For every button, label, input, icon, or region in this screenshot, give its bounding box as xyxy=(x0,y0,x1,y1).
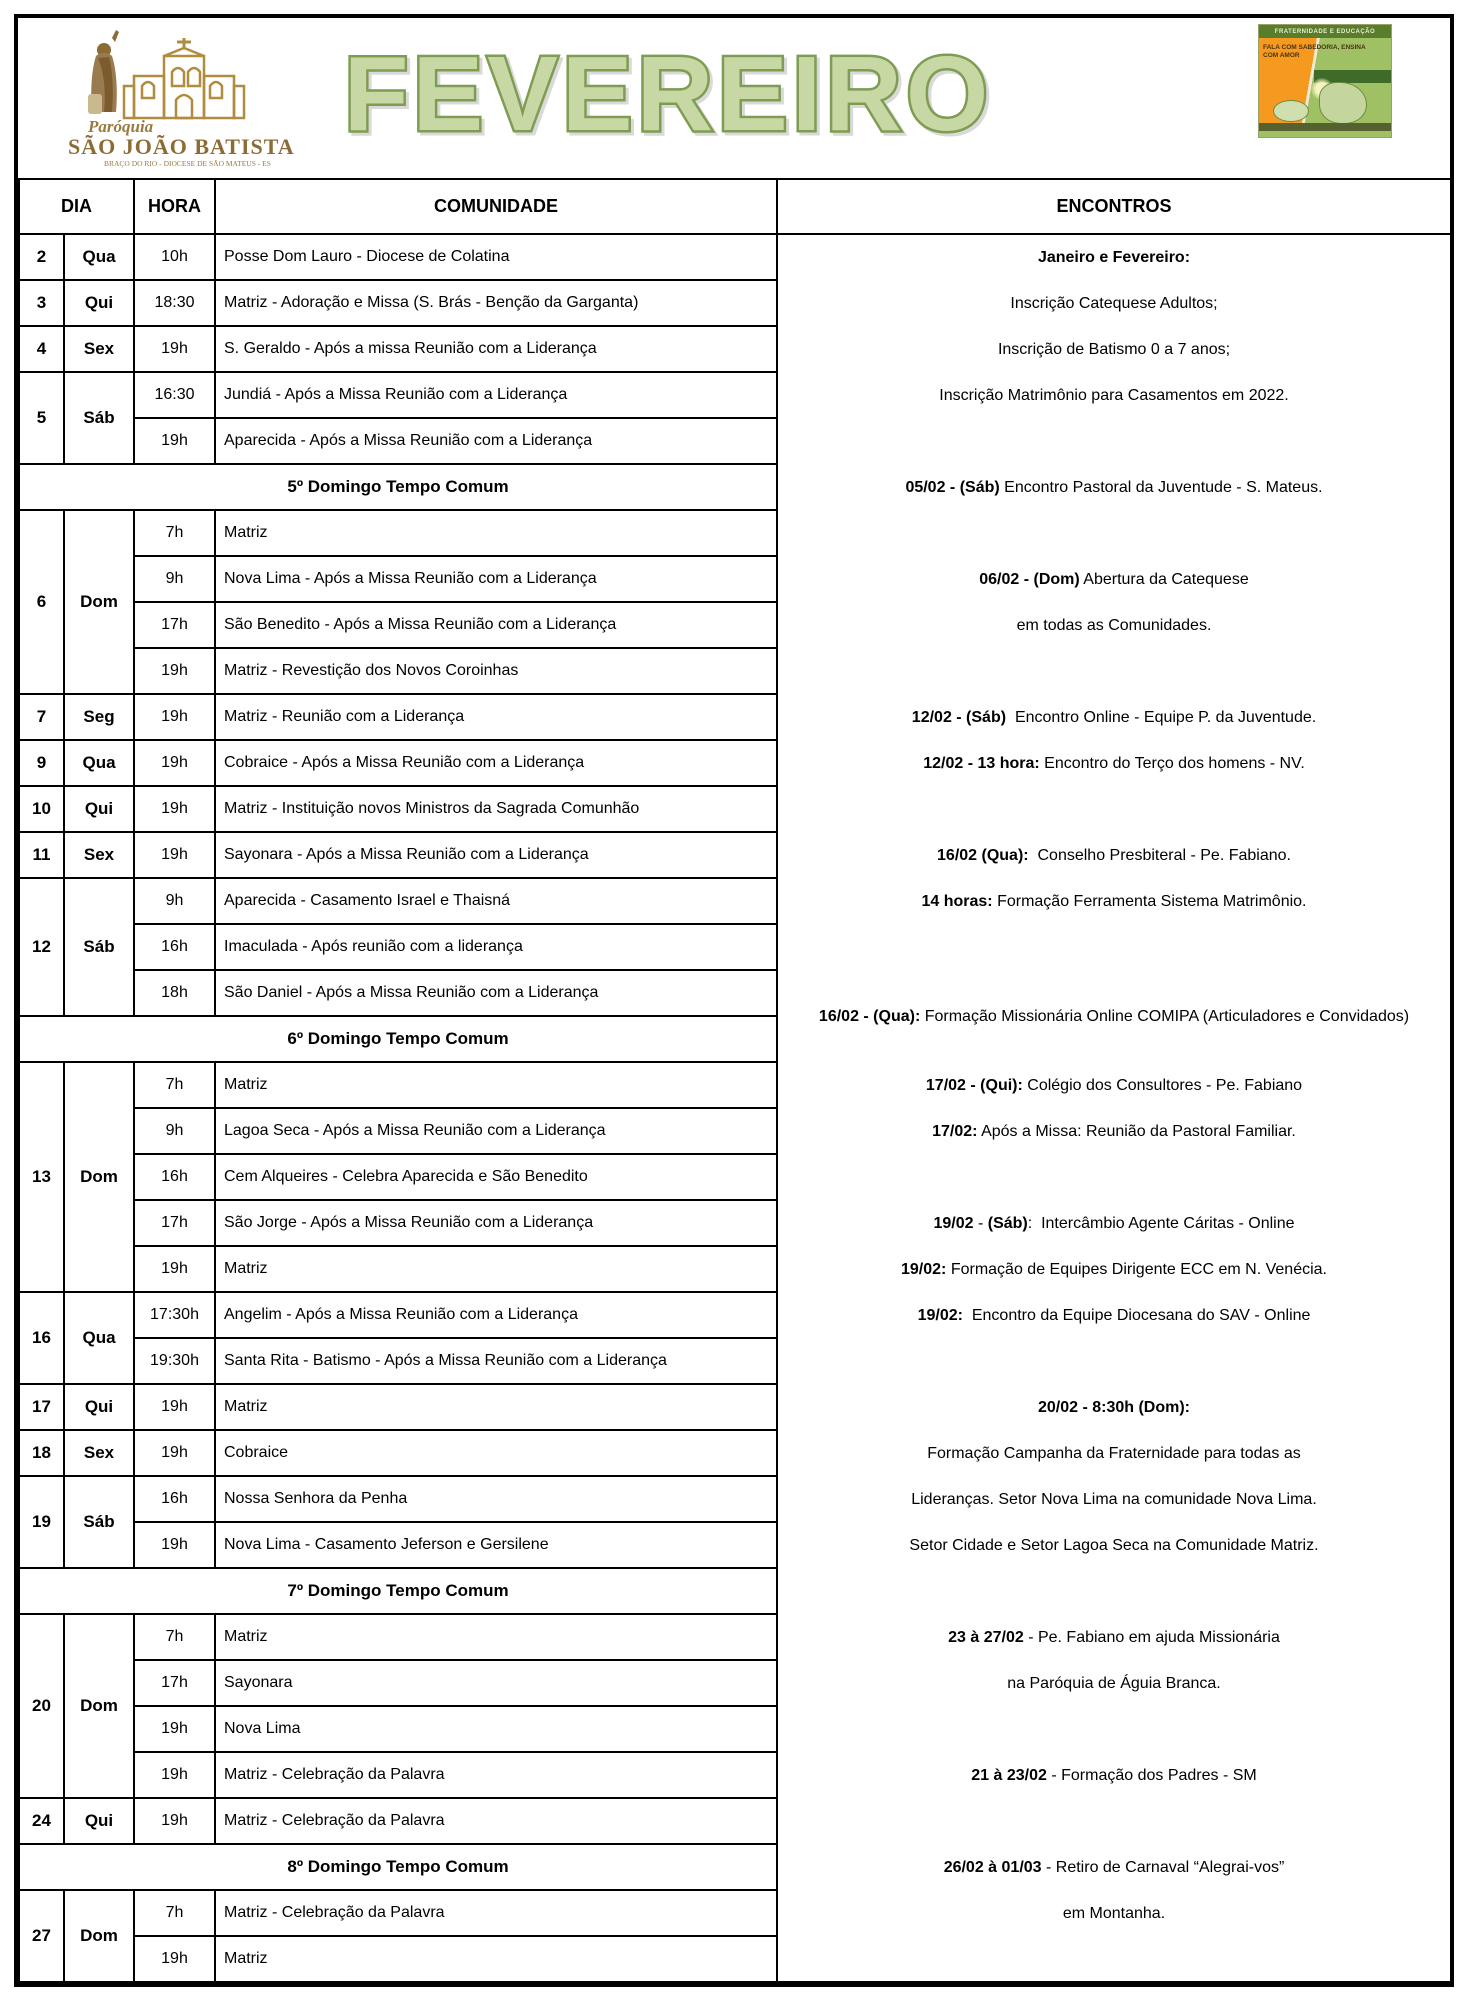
encontros-item xyxy=(778,1661,1450,1707)
hora-cell: 9h xyxy=(134,556,215,602)
encontros-item xyxy=(778,557,1450,603)
col-header-hora: HORA xyxy=(134,179,215,234)
hora-cell: 19h xyxy=(134,832,215,878)
encontros-item xyxy=(778,327,1450,373)
day-number: 17 xyxy=(19,1384,64,1430)
hora-cell: 16h xyxy=(134,1154,215,1200)
encontros-item xyxy=(778,235,1450,281)
parish-subtitle-text: BRAÇO DO RIO - DIOCESE DE SÃO MATEUS - ES xyxy=(104,159,271,168)
comunidade-cell: São Daniel - Após a Missa Reunião com a Liderança xyxy=(215,970,777,1016)
comunidade-cell: Cobraice - Após a Missa Reunião com a Liderança xyxy=(215,740,777,786)
encontros-item-date: 26/02 à 01/03 xyxy=(943,1859,1042,1877)
comunidade-cell: Lagoa Seca - Após a Missa Reunião com a Liderança xyxy=(215,1108,777,1154)
hora-cell: 17:30h xyxy=(134,1292,215,1338)
hora-cell: 19h xyxy=(134,326,215,372)
day-of-week: Qui xyxy=(64,1384,134,1430)
encontros-item-date: 20/02 - 8:30h (Dom): xyxy=(1037,1399,1191,1417)
comunidade-cell: Matriz xyxy=(215,510,777,556)
comunidade-cell: São Benedito - Após a Missa Reunião com a Liderança xyxy=(215,602,777,648)
hora-cell: 9h xyxy=(134,1108,215,1154)
hora-cell: 17h xyxy=(134,1200,215,1246)
day-of-week: Sáb xyxy=(64,878,134,1016)
hora-cell: 19:30h xyxy=(134,1338,215,1384)
encontros-item xyxy=(778,1477,1450,1523)
section-title: 6º Domingo Tempo Comum xyxy=(19,1016,777,1062)
hora-cell: 19h xyxy=(134,1798,215,1844)
encontros-item xyxy=(778,1063,1450,1109)
comunidade-cell: Sayonara - Após a Missa Reunião com a Liderança xyxy=(215,832,777,878)
encontros-item xyxy=(778,879,1450,925)
encontros-item-text: Encontro do Terço dos homens - NV. xyxy=(1039,755,1305,773)
day-of-week: Qui xyxy=(64,280,134,326)
encontros-item-text: Lideranças. Setor Nova Lima na comunidade Nova Lima. xyxy=(911,1491,1317,1509)
encontros-item-text: Encontro Pastoral da Juventude - S. Mateus. xyxy=(999,479,1323,497)
day-of-week: Dom xyxy=(64,1614,134,1798)
comunidade-cell: Matriz - Reunião com a Liderança xyxy=(215,694,777,740)
hora-cell: 19h xyxy=(134,1706,215,1752)
encontros-item xyxy=(778,833,1450,879)
hora-cell: 19h xyxy=(134,740,215,786)
hora-cell: 19h xyxy=(134,1522,215,1568)
hora-cell: 9h xyxy=(134,878,215,924)
calendar-table xyxy=(18,178,1452,1983)
encontros-item-text: Formação Missionária Online COMIPA (Articuladores e Convidados) xyxy=(920,1008,1410,1026)
poster-band-text: FRATERNIDADE E EDUCAÇÃO xyxy=(1259,25,1391,38)
encontros-item-text: Encontro da Equipe Diocesana do SAV - Online xyxy=(962,1307,1311,1325)
comunidade-cell: Matriz xyxy=(215,1062,777,1108)
header-row xyxy=(19,179,1451,234)
hora-cell: 19h xyxy=(134,786,215,832)
hora-cell: 19h xyxy=(134,1430,215,1476)
poster-figure-teacher xyxy=(1319,82,1367,124)
encontros-item-date: 17/02: xyxy=(932,1123,978,1141)
comunidade-cell: Aparecida - Após a Missa Reunião com a Liderança xyxy=(215,418,777,464)
encontros-item xyxy=(778,465,1450,511)
day-of-week: Dom xyxy=(64,1890,134,1982)
comunidade-cell: Cobraice xyxy=(215,1430,777,1476)
day-number: 9 xyxy=(19,740,64,786)
encontros-item-date: 06/02 - (Dom) xyxy=(979,571,1080,589)
comunidade-cell: Nova Lima - Casamento Jeferson e Gersilene xyxy=(215,1522,777,1568)
day-number: 20 xyxy=(19,1614,64,1798)
encontros-item-text: - Pe. Fabiano em ajuda Missionária xyxy=(1023,1629,1280,1647)
hora-cell: 16:30 xyxy=(134,372,215,418)
hora-cell: 19h xyxy=(134,648,215,694)
day-number: 27 xyxy=(19,1890,64,1982)
day-number: 16 xyxy=(19,1292,64,1384)
day-number: 24 xyxy=(19,1798,64,1844)
hora-cell: 16h xyxy=(134,1476,215,1522)
day-of-week: Sáb xyxy=(64,1476,134,1568)
day-of-week: Dom xyxy=(64,1062,134,1292)
comunidade-cell: Matriz xyxy=(215,1614,777,1660)
day-of-week: Sáb xyxy=(64,372,134,464)
encontros-item-text: Formação Ferramenta Sistema Matrimônio. xyxy=(992,893,1307,911)
comunidade-cell: Matriz - Instituição novos Ministros da Sagrada Comunhão xyxy=(215,786,777,832)
col-header-comunidade: COMUNIDADE xyxy=(215,179,777,234)
event-row xyxy=(19,234,1451,280)
col-header-encontros: ENCONTROS xyxy=(777,179,1451,234)
comunidade-cell: Angelim - Após a Missa Reunião com a Liderança xyxy=(215,1292,777,1338)
encontros-item-text: Conselho Presbiteral - Pe. Fabiano. xyxy=(1028,847,1291,865)
hora-cell: 16h xyxy=(134,924,215,970)
comunidade-cell: Nova Lima - Após a Missa Reunião com a Liderança xyxy=(215,556,777,602)
encontros-list xyxy=(778,235,1450,1937)
hora-cell: 18h xyxy=(134,970,215,1016)
day-number: 19 xyxy=(19,1476,64,1568)
comunidade-cell: Matriz xyxy=(215,1384,777,1430)
encontros-item-text: na Paróquia de Águia Branca. xyxy=(1007,1675,1221,1693)
col-header-dia: DIA xyxy=(19,179,134,234)
comunidade-cell: Aparecida - Casamento Israel e Thaisná xyxy=(215,878,777,924)
comunidade-cell: Matriz - Adoração e Missa (S. Brás - Benção da Garganta) xyxy=(215,280,777,326)
hora-cell: 18:30 xyxy=(134,280,215,326)
encontros-item-text: Setor Cidade e Setor Lagoa Seca na Comunidade Matriz. xyxy=(909,1537,1319,1555)
comunidade-cell: Cem Alqueires - Celebra Aparecida e São Benedito xyxy=(215,1154,777,1200)
encontros-item-date: 12/02 - (Sáb) xyxy=(911,709,1007,727)
day-number: 5 xyxy=(19,372,64,464)
day-number: 13 xyxy=(19,1062,64,1292)
encontros-item xyxy=(778,1845,1450,1891)
comunidade-cell: Matriz xyxy=(215,1246,777,1292)
comunidade-cell: Nova Lima xyxy=(215,1706,777,1752)
day-number: 2 xyxy=(19,234,64,280)
encontros-item-text: em todas as Comunidades. xyxy=(1016,617,1212,635)
parish-label-text: Paróquia xyxy=(88,117,154,136)
encontros-item-date: Janeiro e Fevereiro: xyxy=(1037,249,1191,267)
month-title xyxy=(288,26,1048,171)
hora-cell: 17h xyxy=(134,602,215,648)
poster-figure-kneeling xyxy=(1273,100,1309,122)
encontros-item-date: 14 horas: xyxy=(921,893,993,911)
encontros-item-date: 05/02 - (Sáb) xyxy=(905,479,1000,497)
comunidade-cell: Matriz - Revestição dos Novos Coroinhas xyxy=(215,648,777,694)
page-frame xyxy=(14,14,1454,1987)
encontros-item-text: Inscrição de Batismo 0 a 7 anos; xyxy=(997,341,1231,359)
poster-footer-band xyxy=(1259,123,1391,131)
encontros-item xyxy=(778,1431,1450,1477)
hora-cell: 19h xyxy=(134,1936,215,1982)
hora-cell: 19h xyxy=(134,1246,215,1292)
encontros-item-date: 16/02 - (Qua): xyxy=(818,1008,921,1026)
encontros-item-date: 21 à 23/02 xyxy=(971,1767,1047,1785)
encontros-item-text: - Formação dos Padres - SM xyxy=(1046,1767,1257,1785)
day-number: 12 xyxy=(19,878,64,1016)
parish-name-text: SÃO JOÃO BATISTA xyxy=(68,134,295,159)
encontros-item-text: Abertura da Catequese xyxy=(1079,571,1249,589)
encontros-item-date: 19/02: xyxy=(901,1261,947,1279)
day-of-week: Sex xyxy=(64,326,134,372)
day-number: 18 xyxy=(19,1430,64,1476)
day-of-week: Sex xyxy=(64,832,134,878)
encontros-item-text: Após a Missa: Reunião da Pastoral Familiar. xyxy=(977,1123,1296,1141)
encontros-item-text: Colégio dos Consultores - Pe. Fabiano xyxy=(1022,1077,1303,1095)
day-of-week: Qui xyxy=(64,786,134,832)
encontros-cell xyxy=(777,234,1451,1982)
encontros-item xyxy=(778,281,1450,327)
statue-icon xyxy=(88,30,119,114)
encontros-item-date: 12/02 - 13 hora: xyxy=(923,755,1040,773)
encontros-item xyxy=(778,603,1450,649)
section-title: 7º Domingo Tempo Comum xyxy=(19,1568,777,1614)
encontros-item xyxy=(778,1891,1450,1937)
church-icon xyxy=(124,38,244,118)
day-of-week: Qua xyxy=(64,740,134,786)
campaign-poster xyxy=(1258,24,1392,138)
hora-cell: 17h xyxy=(134,1660,215,1706)
comunidade-cell: Santa Rita - Batismo - Após a Missa Reunião com a Liderança xyxy=(215,1338,777,1384)
encontros-item xyxy=(778,373,1450,419)
encontros-item xyxy=(778,1753,1450,1799)
encontros-item xyxy=(778,1523,1450,1569)
encontros-item-text: Formação Campanha da Fraternidade para todas as xyxy=(927,1445,1301,1463)
encontros-item-date: 16/02 (Qua): xyxy=(937,847,1029,865)
encontros-item-date: 17/02 - (Qui): xyxy=(925,1077,1023,1095)
comunidade-cell: Matriz xyxy=(215,1936,777,1982)
encontros-item-text: Inscrição Catequese Adultos; xyxy=(1010,295,1218,313)
encontros-item xyxy=(778,695,1450,741)
section-title: 5º Domingo Tempo Comum xyxy=(19,464,777,510)
page-header xyxy=(18,18,1450,178)
hora-cell: 7h xyxy=(134,1890,215,1936)
poster-body xyxy=(1259,38,1391,131)
comunidade-cell: São Jorge - Após a Missa Reunião com a Liderança xyxy=(215,1200,777,1246)
encontros-item-text: em Montanha. xyxy=(1062,1905,1166,1923)
comunidade-cell: Matriz - Celebração da Palavra xyxy=(215,1890,777,1936)
encontros-item-date: (Sáb) xyxy=(987,1215,1028,1233)
encontros-item xyxy=(778,971,1450,1063)
poster-caption: FALA COM SABEDORIA, ENSINA COM AMOR xyxy=(1263,44,1366,60)
encontros-item xyxy=(778,1615,1450,1661)
month-title-text: FEVEREIRO xyxy=(343,35,993,153)
encontros-item-date: 19/02 xyxy=(933,1215,974,1233)
parish-logo-art xyxy=(46,28,296,173)
encontros-item xyxy=(778,1385,1450,1431)
hora-cell: 19h xyxy=(134,694,215,740)
comunidade-cell: Posse Dom Lauro - Diocese de Colatina xyxy=(215,234,777,280)
encontros-item xyxy=(778,1247,1450,1293)
day-number: 3 xyxy=(19,280,64,326)
day-of-week: Sex xyxy=(64,1430,134,1476)
encontros-item-text: Formação de Equipes Dirigente ECC em N. Venécia. xyxy=(946,1261,1327,1279)
day-number: 11 xyxy=(19,832,64,878)
encontros-item-date: 19/02: xyxy=(917,1307,963,1325)
hora-cell: 7h xyxy=(134,1062,215,1108)
day-number: 4 xyxy=(19,326,64,372)
day-number: 6 xyxy=(19,510,64,694)
encontros-item-text: - Retiro de Carnaval “Alegrai-vos” xyxy=(1041,1859,1285,1877)
day-number: 7 xyxy=(19,694,64,740)
hora-cell: 19h xyxy=(134,418,215,464)
section-title: 8º Domingo Tempo Comum xyxy=(19,1844,777,1890)
comunidade-cell: Matriz - Celebração da Palavra xyxy=(215,1752,777,1798)
day-of-week: Seg xyxy=(64,694,134,740)
comunidade-cell: Nossa Senhora da Penha xyxy=(215,1476,777,1522)
hora-cell: 7h xyxy=(134,510,215,556)
comunidade-cell: S. Geraldo - Após a missa Reunião com a Liderança xyxy=(215,326,777,372)
encontros-item-text: : Intercâmbio Agente Cáritas - Online xyxy=(1027,1215,1295,1233)
encontros-item-text: Inscrição Matrimônio para Casamentos em 2022. xyxy=(939,387,1289,405)
hora-cell: 10h xyxy=(134,234,215,280)
hora-cell: 19h xyxy=(134,1384,215,1430)
day-of-week: Qui xyxy=(64,1798,134,1844)
hora-cell: 7h xyxy=(134,1614,215,1660)
encontros-item xyxy=(778,1201,1450,1247)
encontros-item-date: 23 à 27/02 xyxy=(948,1629,1024,1647)
day-of-week: Dom xyxy=(64,510,134,694)
parish-logo xyxy=(46,28,296,173)
comunidade-cell: Matriz - Celebração da Palavra xyxy=(215,1798,777,1844)
day-of-week: Qua xyxy=(64,234,134,280)
encontros-item-text: Encontro Online - Equipe P. da Juventude. xyxy=(1006,709,1317,727)
encontros-item xyxy=(778,1109,1450,1155)
comunidade-cell: Jundiá - Após a Missa Reunião com a Liderança xyxy=(215,372,777,418)
encontros-item xyxy=(778,741,1450,787)
day-number: 10 xyxy=(19,786,64,832)
comunidade-cell: Imaculada - Após reunião com a liderança xyxy=(215,924,777,970)
encontros-item-text: - xyxy=(973,1215,988,1233)
hora-cell: 19h xyxy=(134,1752,215,1798)
day-of-week: Qua xyxy=(64,1292,134,1384)
comunidade-cell: Sayonara xyxy=(215,1660,777,1706)
encontros-item xyxy=(778,1293,1450,1339)
